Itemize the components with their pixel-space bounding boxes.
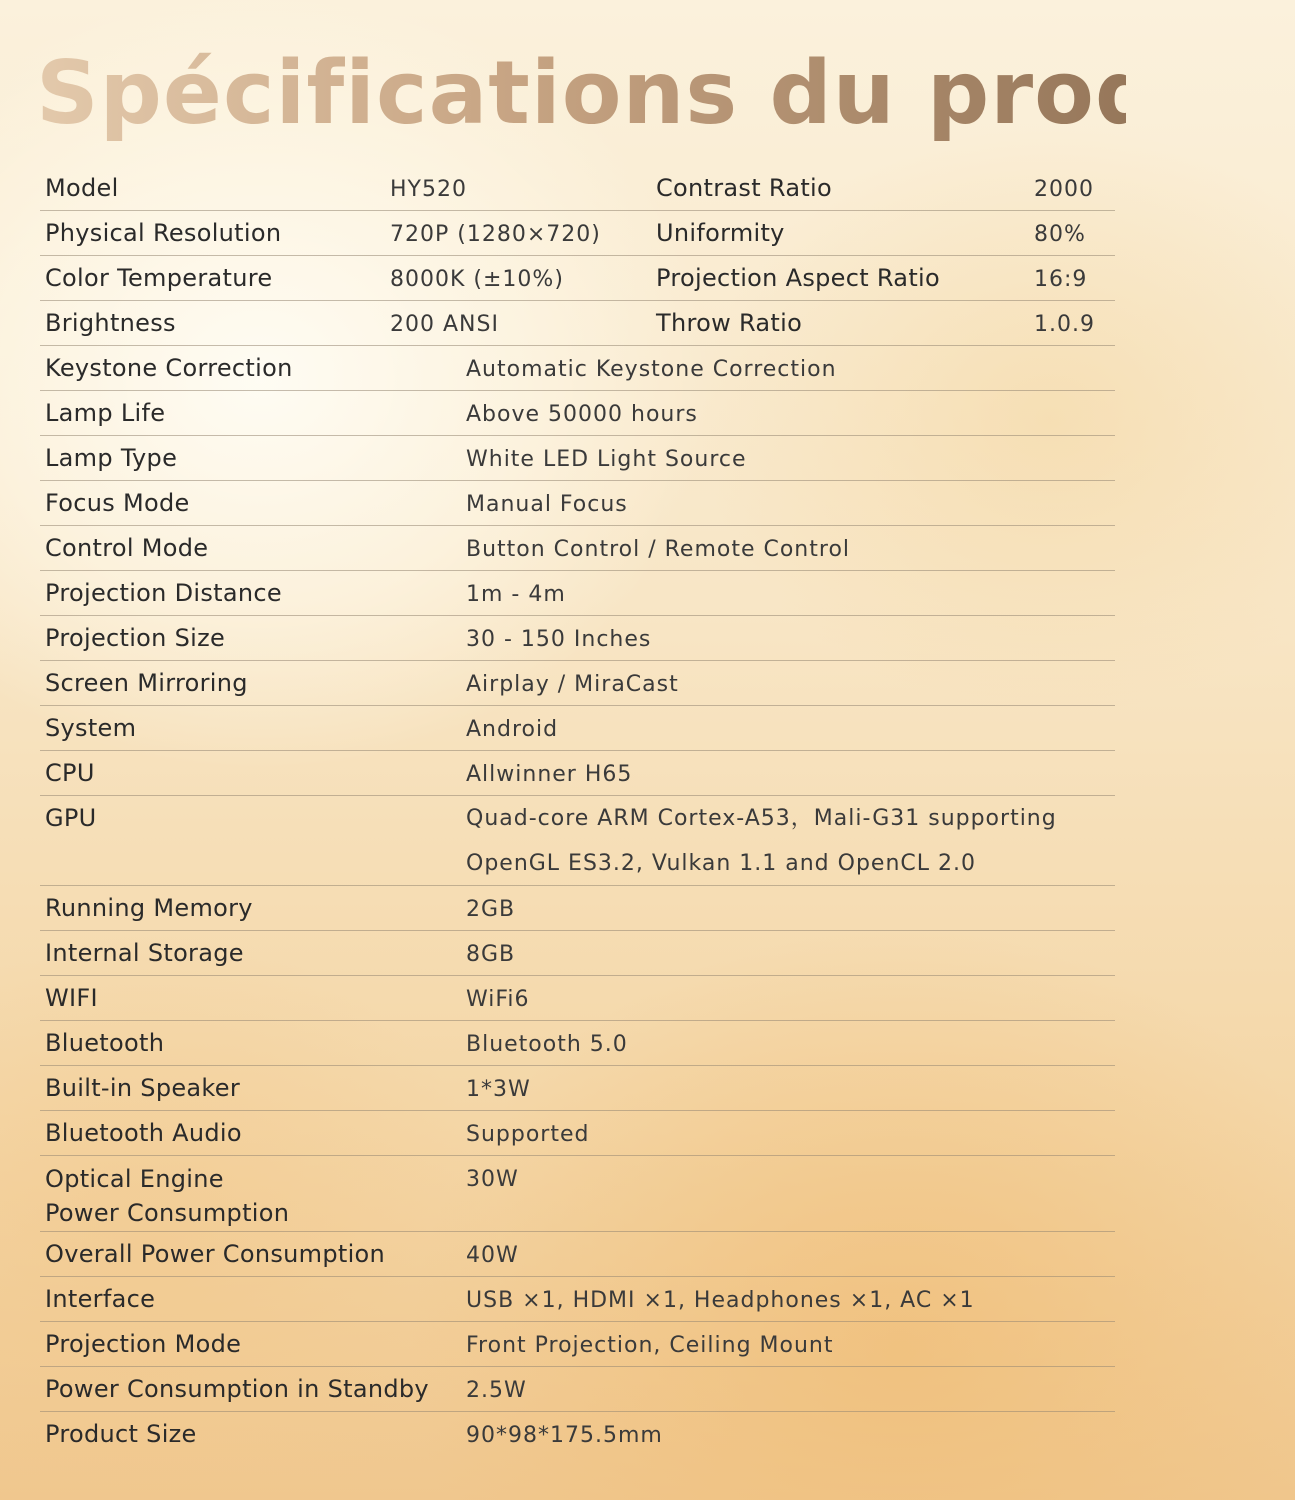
spec-value: 8GB	[466, 942, 516, 967]
spec-value: Above 50000 hours	[466, 402, 698, 427]
spec-row	[40, 391, 1115, 436]
spec-value: HY520	[390, 177, 467, 202]
spec-row	[40, 346, 1115, 391]
spec-row	[40, 1066, 1115, 1111]
spec-label: System	[45, 714, 137, 742]
spec-value: Bluetooth 5.0	[466, 1032, 628, 1057]
spec-value: Front Projection, Ceiling Mount	[466, 1333, 834, 1358]
spec-label: Brightness	[45, 309, 176, 337]
spec-label: Product Size	[45, 1420, 197, 1448]
spec-row-brightness	[40, 301, 1115, 346]
spec-row	[40, 481, 1115, 526]
spec-value: Manual Focus	[466, 492, 628, 517]
spec-label: Internal Storage	[45, 939, 244, 967]
spec-value: Android	[466, 717, 559, 742]
spec-row	[40, 1322, 1115, 1367]
spec-value: 30 - 150 Inches	[466, 627, 652, 652]
spec-row-model	[40, 166, 1115, 211]
spec-label: Control Mode	[45, 534, 209, 562]
spec-label	[45, 1162, 289, 1230]
spec-value: Allwinner H65	[466, 762, 633, 787]
spec-value: 8000K (±10%)	[390, 267, 564, 292]
spec-label: Overall Power Consumption	[45, 1240, 386, 1268]
spec-label: Physical Resolution	[45, 219, 282, 247]
page-title: Spécifications du produit	[36, 38, 1126, 148]
spec-row	[40, 571, 1115, 616]
spec-label: Keystone Correction	[45, 354, 293, 382]
spec-value: 40W	[466, 1243, 519, 1268]
spec-label: Lamp Life	[45, 399, 166, 427]
spec-label: Uniformity	[656, 219, 785, 247]
spec-label: Projection Distance	[45, 579, 282, 607]
spec-label: Projection Mode	[45, 1330, 242, 1358]
spec-row	[40, 1367, 1115, 1412]
spec-value: 1.0.9	[1034, 312, 1095, 337]
spec-row	[40, 706, 1115, 751]
spec-value: 720P (1280×720)	[390, 222, 601, 247]
spec-label: Bluetooth Audio	[45, 1119, 242, 1147]
spec-label: Screen Mirroring	[45, 669, 248, 697]
spec-label-line: Optical Engine	[45, 1165, 224, 1193]
spec-label: Projection Size	[45, 624, 226, 652]
spec-label: Projection Aspect Ratio	[656, 264, 940, 292]
spec-value: 1*3W	[466, 1077, 531, 1102]
spec-row	[40, 616, 1115, 661]
spec-label: Built-in Speaker	[45, 1074, 241, 1102]
spec-value: WiFi6	[466, 987, 530, 1012]
spec-row	[40, 931, 1115, 976]
spec-value: 30W	[466, 1167, 519, 1192]
spec-row	[40, 886, 1115, 931]
spec-row	[40, 796, 1115, 886]
spec-label: Interface	[45, 1285, 156, 1313]
spec-table	[40, 166, 1115, 1457]
spec-value: White LED Light Source	[466, 447, 747, 472]
spec-label: Throw Ratio	[656, 309, 803, 337]
spec-value: 200 ANSI	[390, 312, 499, 337]
spec-label: Running Memory	[45, 894, 253, 922]
spec-value: Supported	[466, 1122, 590, 1147]
spec-label: Focus Mode	[45, 489, 190, 517]
spec-value: 2.5W	[466, 1378, 527, 1403]
spec-value: 16:9	[1034, 267, 1088, 292]
spec-value	[466, 796, 1057, 886]
spec-row	[40, 976, 1115, 1021]
spec-label: Color Temperature	[45, 264, 273, 292]
spec-row-resolution	[40, 211, 1115, 256]
spec-value: 2GB	[466, 897, 516, 922]
spec-value: USB ×1, HDMI ×1, Headphones ×1, AC ×1	[466, 1288, 975, 1313]
spec-row	[40, 751, 1115, 796]
spec-label: CPU	[45, 759, 95, 787]
spec-value: 1m - 4m	[466, 582, 566, 607]
spec-label: GPU	[45, 804, 97, 832]
spec-value: 80%	[1034, 222, 1086, 247]
spec-label: Bluetooth	[45, 1029, 165, 1057]
spec-label: Power Consumption in Standby	[45, 1375, 429, 1403]
spec-row	[40, 1021, 1115, 1066]
spec-row	[40, 1156, 1115, 1232]
spec-row	[40, 1111, 1115, 1156]
spec-row-color-temperature	[40, 256, 1115, 301]
spec-value: 90*98*175.5mm	[466, 1423, 663, 1448]
spec-row	[40, 1232, 1115, 1277]
spec-label: Lamp Type	[45, 444, 178, 472]
spec-row	[40, 1277, 1115, 1322]
spec-label: Contrast Ratio	[656, 174, 832, 202]
spec-label: WIFI	[45, 984, 98, 1012]
spec-value-line: Quad-core ARM Cortex-A53，Mali-G31 supporting	[466, 806, 1057, 831]
spec-label: Model	[45, 174, 119, 202]
spec-value: Automatic Keystone Correction	[466, 357, 837, 382]
spec-value-line: OpenGL ES3.2, Vulkan 1.1 and OpenCL 2.0	[466, 851, 977, 876]
spec-value: 2000	[1034, 177, 1094, 202]
spec-row	[40, 1412, 1115, 1457]
spec-row	[40, 526, 1115, 571]
spec-value: Button Control / Remote Control	[466, 537, 851, 562]
spec-label-line: Power Consumption	[45, 1199, 290, 1227]
spec-row	[40, 661, 1115, 706]
spec-row	[40, 436, 1115, 481]
spec-value: Airplay / MiraCast	[466, 672, 679, 697]
